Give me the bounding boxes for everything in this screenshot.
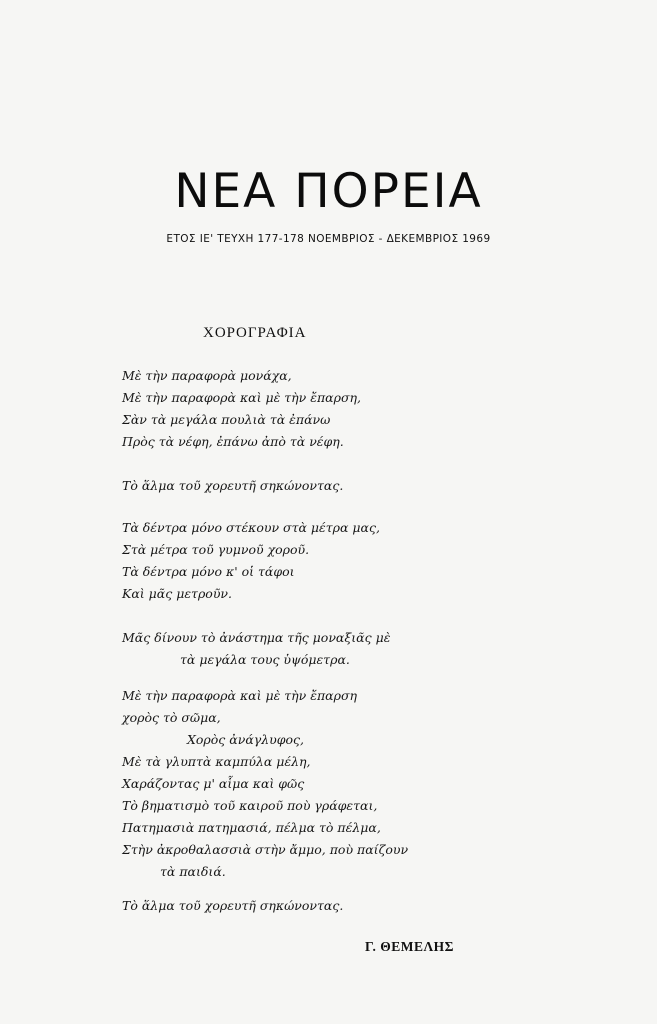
- poem-line: Πατημασιὰ πατημασιά, πέλμα τὸ πέλμα,: [122, 820, 381, 835]
- poem-line: Σὰν τὰ μεγάλα πουλιὰ τὰ ἐπάνω: [122, 412, 331, 427]
- poem-line: τὰ παιδιά.: [160, 864, 226, 879]
- poem-line: Τὰ δέντρα μόνο στέκουν στὰ μέτρα μας,: [122, 520, 380, 535]
- poem-line: Στὰ μέτρα τοῦ γυμνοῦ χοροῦ.: [122, 542, 310, 557]
- poem-line: Μὲ τὴν παραφορὰ καὶ μὲ τὴν ἔπαρση,: [122, 390, 361, 405]
- issue-info: ΕΤΟΣ ΙΕ' ΤΕΥΧΗ 177-178 ΝΟΕΜΒΡΙΟΣ - ΔΕΚΕΜΒΡΙΟΣ 1969: [166, 233, 491, 245]
- poem-line: Μὲ τὴν παραφορὰ μονάχα,: [122, 368, 292, 383]
- poem-line: Στὴν ἀκροθαλασσιὰ στὴν ἄμμο, ποὺ παίζουν: [122, 842, 409, 857]
- poem-line: Μὲ τὰ γλυπτὰ καμπύλα μέλη,: [122, 754, 311, 769]
- poem-line: Τὸ βηματισμὸ τοῦ καιροῦ ποὺ γράφεται,: [122, 798, 378, 813]
- poem-line: Πρὸς τὰ νέφη, ἐπάνω ἀπὸ τὰ νέφη.: [122, 434, 344, 449]
- poem-line: Χορὸς ἀνάγλυφος,: [187, 732, 304, 747]
- poem-author: Γ. ΘΕΜΕΛΗΣ: [365, 939, 454, 954]
- poem-line: Μᾶς δίνουν τὸ ἀνάστημα τῆς μοναξιᾶς μὲ: [122, 630, 391, 645]
- poem-line: Τὸ ἅλμα τοῦ χορευτῆ σηκώνοντας.: [122, 898, 344, 913]
- magazine-title: ΝΕΑ ΠΟΡΕΙΑ: [174, 164, 483, 219]
- poem-line: τὰ μεγάλα τους ὑψόμετρα.: [180, 652, 350, 667]
- poem-line: Τὸ ἅλμα τοῦ χορευτῆ σηκώνοντας.: [122, 478, 344, 493]
- poem-title: ΧΟΡΟΓΡΑΦΙΑ: [203, 325, 307, 341]
- poem-line: Τὰ δέντρα μόνο κ' οἱ τάφοι: [122, 564, 295, 579]
- poem-line: Καὶ μᾶς μετροῦν.: [122, 586, 232, 601]
- poem-line: Μὲ τὴν παραφορὰ καὶ μὲ τὴν ἔπαρση: [122, 688, 357, 703]
- poem-line: χορὸς τὸ σῶμα,: [122, 710, 221, 725]
- poem-line: Χαράζοντας μ' αἷμα καὶ φῶς: [122, 776, 305, 791]
